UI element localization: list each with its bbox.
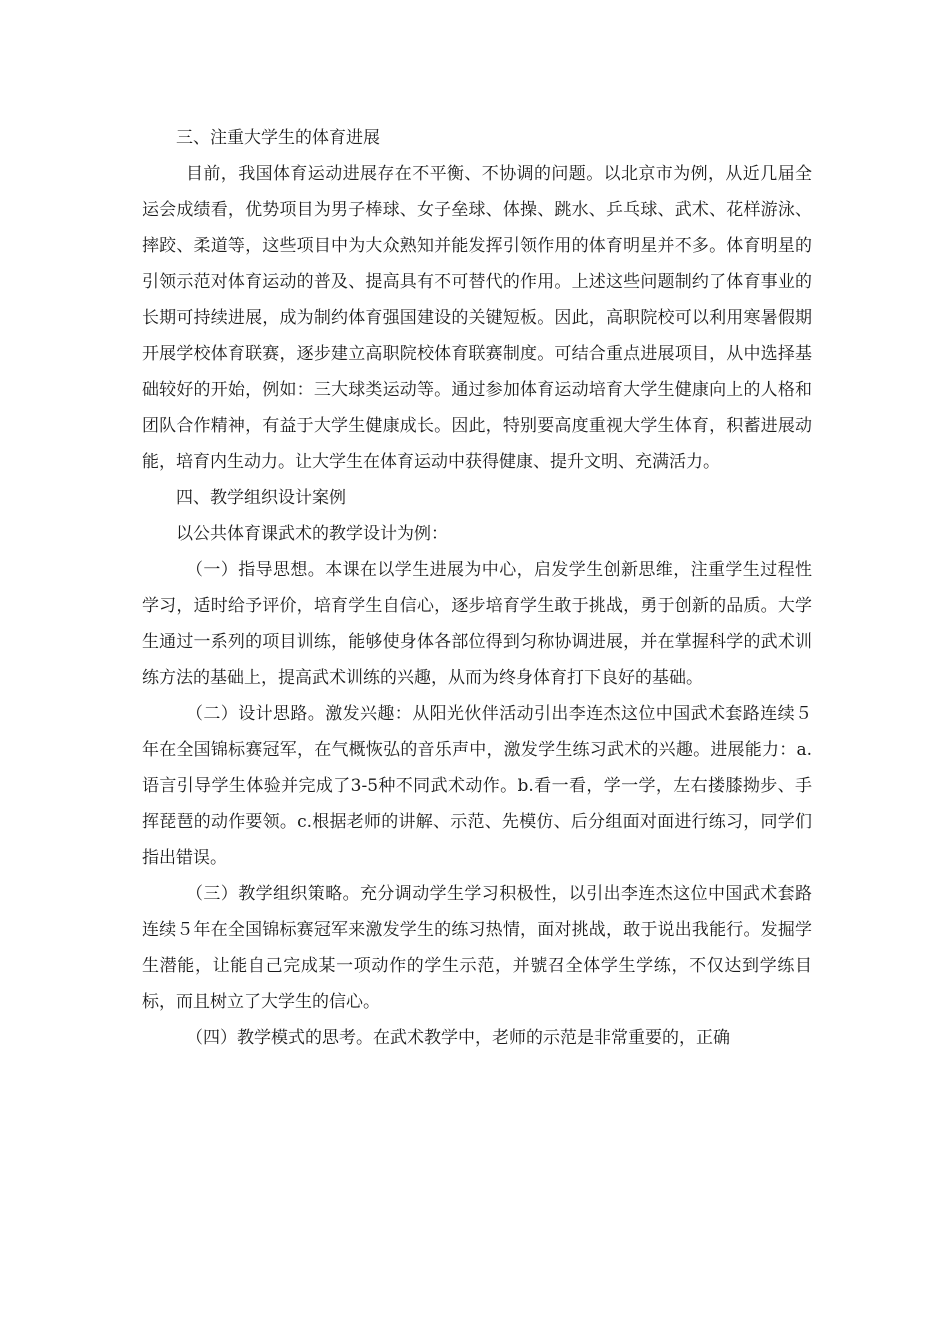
- section-4-item-1: （一）指导思想。本课在以学生进展为中心，启发学生创新思维，注重学生过程性学习，适时给予评价，培育学生自信心，逐步培育学生敢于挑战，勇于创新的品质。大学生通过一系列的项目训练，能够使身体各部位得到匀称协调进展，并在掌握科学的武术训练方法的基础上，提高武术训练的兴趣，从而为终身体育打下良好的基础。: [142, 560, 812, 688]
- section-3-paragraph: 目前，我国体育运动进展存在不平衡、不协调的问题。以北京市为例，从近几届全运会成绩看，优势项目为男子棒球、女子垒球、体操、跳水、乒乓球、武术、花样游泳、摔跤、柔道等，这些项目中为大众熟知并能发挥引领作用的体育明星并不多。体育明星的引领示范对体育运动的普及、提高具有不可替代的作用。上述这些问题制约了体育事业的长期可持续进展，成为制约体育强国建设的关键短板。因此，高职院校可以利用寒暑假期开展学校体育联赛，逐步建立高职院校体育联赛制度。可结合重点进展项目，从中选择基础较好的开始，例如：三大球类运动等。通过参加体育运动培育大学生健康向上的人格和团队合作精神，有益于大学生健康成长。因此，特别要高度重视大学生体育，积蓄进展动能，培育内生动力。让大学生在体育运动中获得健康、提升文明、充满活力。: [142, 164, 812, 472]
- section-heading-4: 四、教学组织设计案例: [176, 488, 346, 508]
- section-heading-3: 三、注重大学生的体育进展: [176, 128, 380, 148]
- section-4-intro: 以公共体育课武术的教学设计为例：: [176, 524, 448, 544]
- document-body: [142, 120, 812, 1056]
- section-4-item-4: （四）教学模式的思考。在武术教学中，老师的示范是非常重要的，正确: [186, 1028, 730, 1048]
- section-4-item-2: （二）设计思路。激发兴趣：从阳光伙伴活动引出李连杰这位中国武术套路连续５年在全国锦标赛冠军，在气概恢弘的音乐声中，激发学生练习武术的兴趣。进展能力：a.语言引导学生体验并完成了3-5种不同武术动作。b.看一看，学一学，左右搂膝拗步、手挥琵琶的动作要领。c.根据老师的讲解、示范、先模仿、后分组面对面进行练习，同学们指出错误。: [142, 704, 812, 868]
- section-4-item-3: （三）教学组织策略。充分调动学生学习积极性，以引出李连杰这位中国武术套路连续５年在全国锦标赛冠军来激发学生的练习热情，面对挑战，敢于说出我能行。发掘学生潜能，让能自己完成某一项动作的学生示范，并號召全体学生学练，不仅达到学练目标，而且树立了大学生的信心。: [142, 884, 812, 1012]
